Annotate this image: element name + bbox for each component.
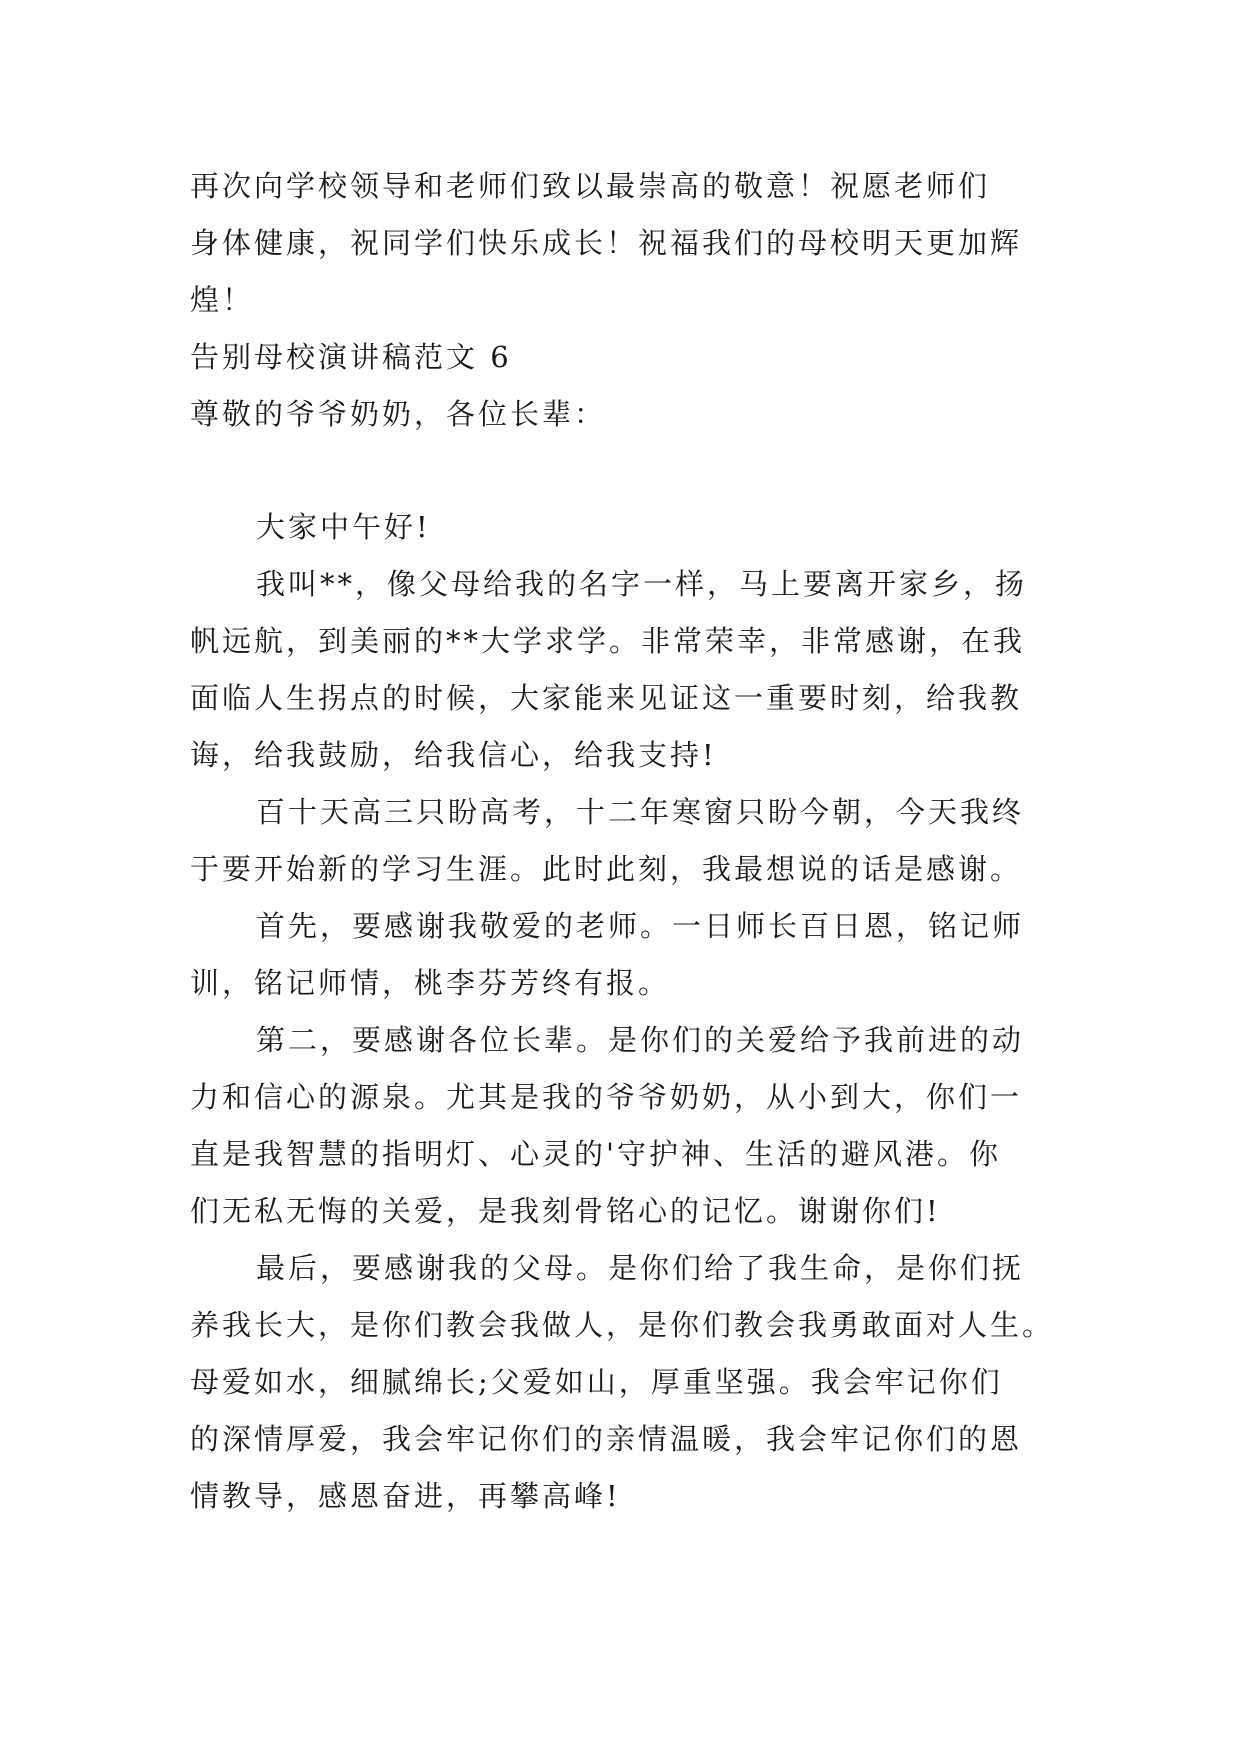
paragraph-line: 的深情厚爱，我会牢记你们的亲情温暖，我会牢记你们的恩: [190, 1422, 1023, 1456]
closing-line: 身体健康，祝同学们快乐成长！祝福我们的母校明天更加辉: [190, 226, 1023, 260]
section-title: 告别母校演讲稿范文 6: [190, 340, 512, 374]
paragraph-line: 帆远航，到美丽的**大学求学。非常荣幸，非常感谢，在我: [190, 624, 1026, 658]
paragraph: [190, 784, 1060, 898]
paragraph: [190, 1012, 1060, 1240]
paragraph-line: 母爱如水，细腻绵长;父爱如山，厚重坚强。我会牢记你们: [190, 1365, 1003, 1399]
paragraph-line: 首先，要感谢我敬爱的老师。一日师长百日恩，铭记师: [256, 909, 1025, 943]
paragraph-line: 情教导，感恩奋进，再攀高峰!: [190, 1479, 621, 1513]
paragraph-line: 百十天高三只盼高考，十二年寒窗只盼今朝，今天我终: [256, 795, 1025, 829]
paragraph-line: 训，铭记师情，桃李芬芳终有报。: [190, 966, 671, 1000]
document-page: [190, 158, 1060, 1525]
paragraph: [190, 898, 1060, 1012]
blank-line: [190, 443, 1060, 499]
paragraph-line: 我叫**，像父母给我的名字一样，马上要离开家乡，扬: [256, 567, 1028, 601]
paragraph-line: 诲，给我鼓励，给我信心，给我支持!: [190, 738, 717, 772]
paragraph-line: 们无私无悔的关爱，是我刻骨铭心的记忆。谢谢你们!: [190, 1194, 941, 1228]
greeting: 大家中午好!: [256, 510, 431, 544]
paragraph: [190, 556, 1060, 784]
paragraph-line: 力和信心的源泉。尤其是我的爷爷奶奶，从小到大，你们一: [190, 1080, 1023, 1114]
paragraph-line: 面临人生拐点的时候，大家能来见证这一重要时刻，给我教: [190, 681, 1023, 715]
closing-line: 再次向学校领导和老师们致以最崇高的敬意！祝愿老师们: [190, 169, 991, 203]
paragraph-line: 第二，要感谢各位长辈。是你们的关爱给予我前进的动: [256, 1023, 1025, 1057]
paragraph-line: 养我长大，是你们教会我做人，是你们教会我勇敢面对人生。: [190, 1308, 1055, 1342]
closing-line: 煌！: [190, 283, 255, 317]
paragraph: [190, 1240, 1060, 1525]
paragraph-line: 最后，要感谢我的父母。是你们给了我生命，是你们抚: [256, 1251, 1025, 1285]
paragraph-line: 于要开始新的学习生涯。此时此刻，我最想说的话是感谢。: [190, 852, 1023, 886]
paragraph-line: 直是我智慧的指明灯、心灵的'守护神、生活的避风港。你: [190, 1137, 1001, 1171]
salutation: 尊敬的爷爷奶奶，各位长辈：: [190, 397, 607, 431]
